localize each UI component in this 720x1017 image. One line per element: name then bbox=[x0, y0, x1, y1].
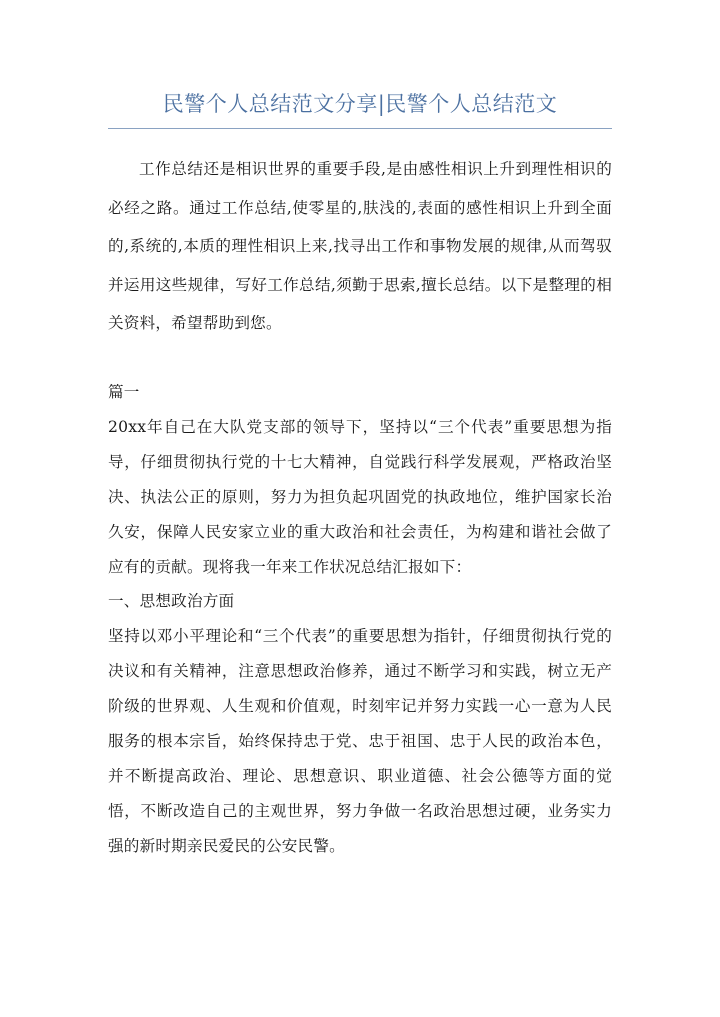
section-heading-1: 一、思想政治方面 bbox=[108, 592, 235, 611]
body-paragraph-1: 20xx年自己在大队党支部的领导下，坚持以“三个代表”重要思想为指导，仔细贯彻执行党的十七大精神，自觉践行科学发展观，严格政治坚决、执法公正的原则，努力为担负起巩固党的执政地位，维护国家长治久安，保障人民安家立业的重大政治和社会责任，为构建和谐社会做了应有的贡献。现将我一年来工作状况总结汇报如下： bbox=[108, 417, 612, 576]
document-title: 民警个人总结范文分享|民警个人总结范文 bbox=[162, 92, 558, 116]
body-paragraph-2: 坚持以邓小平理论和“三个代表”的重要思想为指针，仔细贯彻执行党的决议和有关精神，注意思想政治修养，通过不断学习和实践，树立无产阶级的世界观、人生观和价值观，时刻牢记并努力实践一心一意为人民服务的根本宗旨，始终保持忠于党、忠于祖国、忠于人民的政治本色，并不断提高政治、理论、思想意识、职业道德、社会公德等方面的觉悟，不断改造自己的主观世界，努力争做一名政治思想过硬，业务实力强的新时期亲民爱民的公安民警。 bbox=[108, 627, 612, 855]
intro-paragraph: 工作总结还是相识世界的重要手段,是由感性相识上升到理性相识的必经之路。通过工作总结,使零星的,肤浅的,表面的感性相识上升到全面的,系统的,本质的理性相识上来,找寻出工作和事物发展的规律,从而驾驭并运用这些规律，写好工作总结,须勤于思索,擅长总结。以下是整理的相关资料，希望帮助到您。 bbox=[108, 160, 612, 332]
section-label: 篇一 bbox=[108, 383, 140, 401]
title-divider bbox=[108, 128, 612, 129]
section-body bbox=[108, 375, 612, 864]
